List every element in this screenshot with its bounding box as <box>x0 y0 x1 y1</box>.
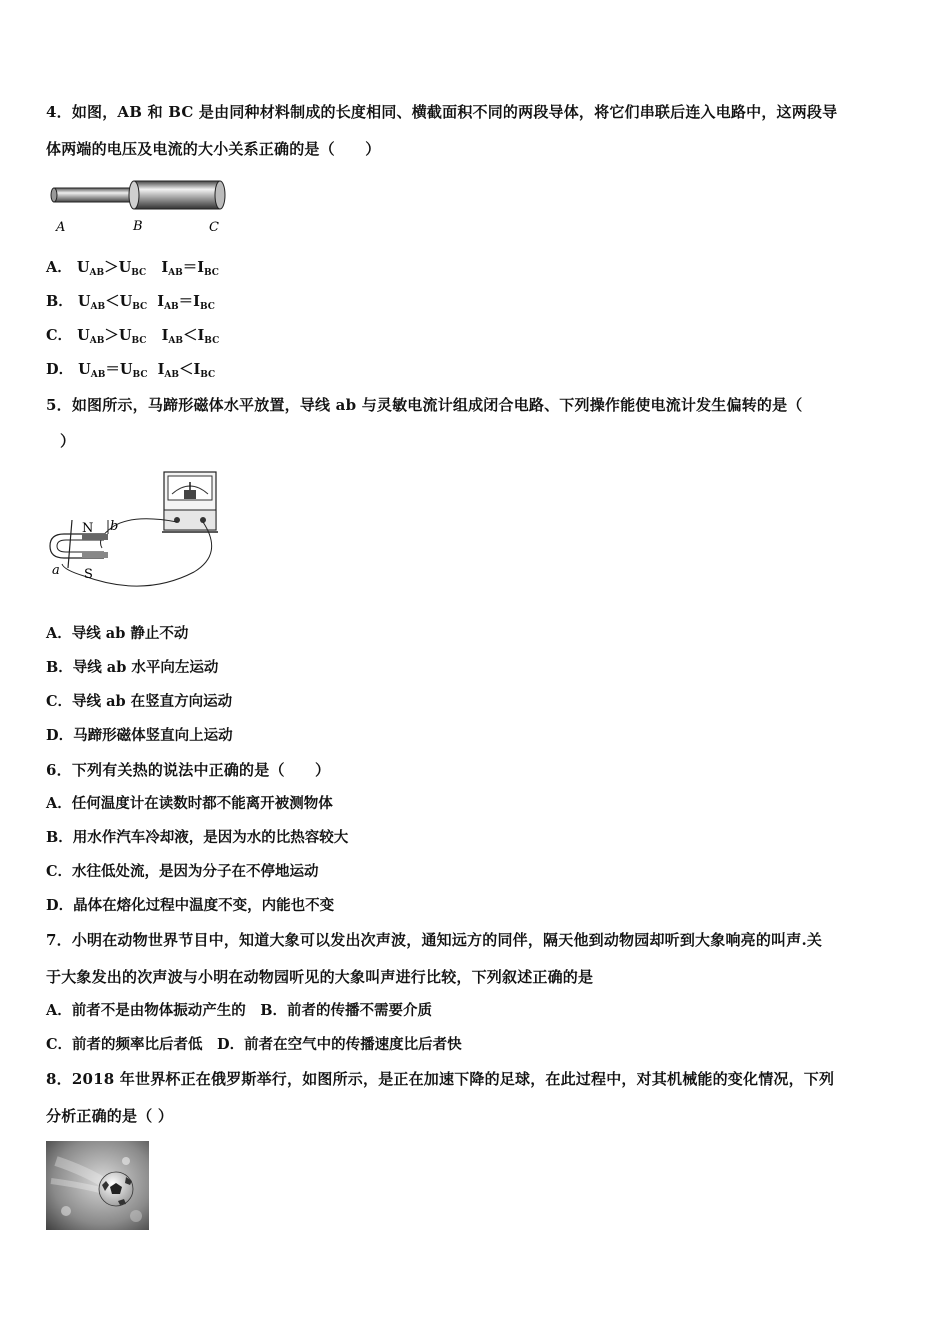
q5-option-d: D．马蹄形磁体竖直向上运动 <box>46 727 233 744</box>
q4-option-b: B． $U_{AB}<U_{BC}$ $I_{AB}=I_{BC}$ <box>46 293 215 312</box>
q8-stem-line1: 8．2018 年世界杯正在俄罗斯举行，如图所示，是正在加速下降的足球，在此过程中，对其机械能的变化情况，下列 <box>46 1070 835 1088</box>
q6-option-c: C．水往低处流，是因为分子在不停地运动 <box>46 863 319 880</box>
label-wire-a: a <box>52 563 60 578</box>
q7-stem-line2: 于大象发出的次声波与小明在动物园听见的大象叫声进行比较，下列叙述正确的是 <box>46 968 594 986</box>
q5-stem-line2: ） <box>60 432 76 450</box>
galvanometer-figure <box>44 464 224 600</box>
q4-stem-line2: 体两端的电压及电流的大小关系正确的是（ ） <box>46 140 381 158</box>
q6-option-d: D．晶体在熔化过程中温度不变，内能也不变 <box>46 897 335 914</box>
football-photo <box>46 1141 149 1230</box>
q5-option-c: C．导线 ab 在竖直方向运动 <box>46 693 233 710</box>
label-b: B <box>133 219 143 234</box>
q6-option-a: A．任何温度计在读数时都不能离开被测物体 <box>46 795 333 812</box>
q7-stem-line1: 7．小明在动物世界节目中，知道大象可以发出次声波，通知远方的同伴，隔天他到动物园却听到大象响亮的叫声.关 <box>46 931 823 949</box>
q4-option-c: C． $U_{AB}>U_{BC}$ $I_{AB}<I_{BC}$ <box>46 327 220 346</box>
conductor-figure <box>46 175 236 241</box>
q4-option-d: D． $U_{AB}=U_{BC}$ $I_{AB}<I_{BC}$ <box>46 361 216 380</box>
q5-option-a: A．导线 ab 静止不动 <box>46 625 189 642</box>
q5-option-b: B．导线 ab 水平向左运动 <box>46 659 219 676</box>
q8-stem-line2: 分析正确的是（ ） <box>46 1107 174 1125</box>
label-n: N <box>82 521 94 536</box>
label-s: S <box>84 567 93 582</box>
q5-stem-line1: 5．如图所示，马蹄形磁体水平放置，导线 ab 与灵敏电流计组成闭合电路、下列操作能使电流计发生偏转的是（ <box>46 396 803 414</box>
label-wire-b: b <box>110 519 119 534</box>
q7-options-row2: C．前者的频率比后者低 D．前者在空气中的传播速度比后者快 <box>46 1036 462 1053</box>
q6-option-b: B．用水作汽车冷却液，是因为水的比热容较大 <box>46 829 349 846</box>
q4-stem-line1: 4．如图，AB 和 BC 是由同种材料制成的长度相同、横截面积不同的两段导体，将它们串联后连入电路中，这两段导 <box>46 103 838 121</box>
q7-options-row1: A．前者不是由物体振动产生的 B．前者的传播不需要介质 <box>46 1002 433 1019</box>
label-c: C <box>209 220 219 235</box>
label-a: A <box>56 220 66 235</box>
q6-stem: 6．下列有关热的说法中正确的是（ ） <box>46 761 331 779</box>
q4-option-a: A． $U_{AB}>U_{BC}$ $I_{AB}=I_{BC}$ <box>46 259 219 278</box>
